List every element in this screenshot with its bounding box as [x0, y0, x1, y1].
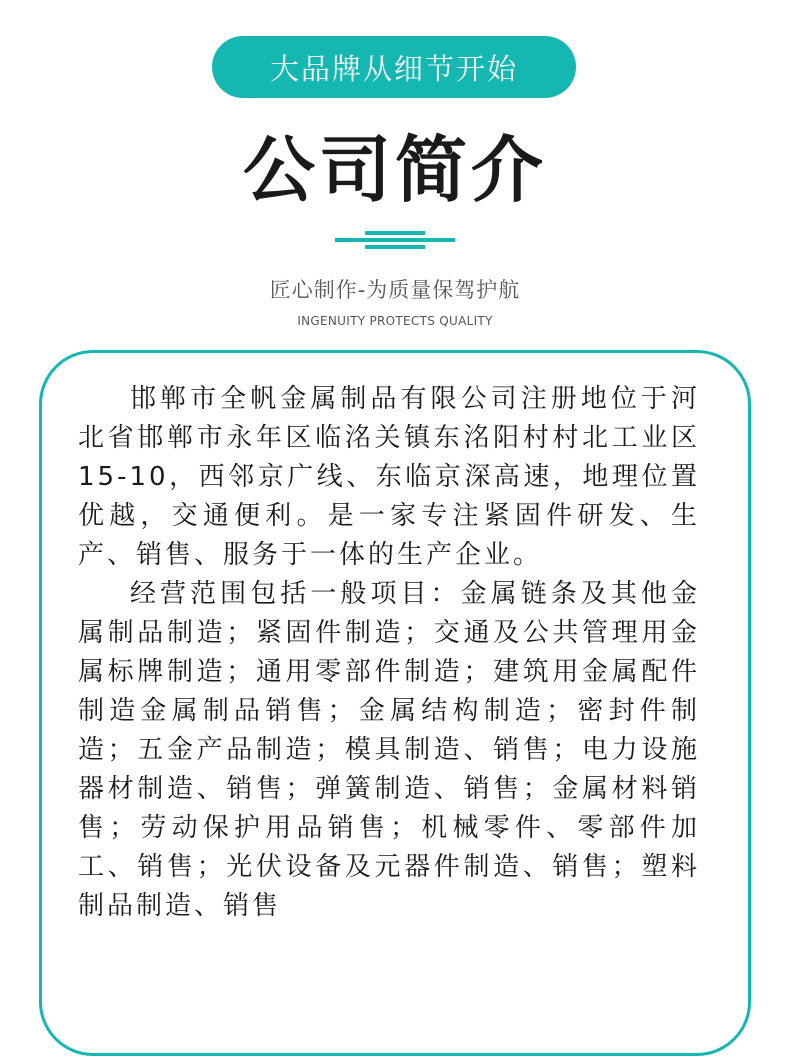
slogan-text: 大品牌从细节开始: [269, 51, 518, 86]
intro-paragraph-2: 经营范围包括一般项目：金属链条及其他金属制品制造；紧固件制造；交通及公共管理用金属标牌制造；通用零部件制造；建筑用金属配件制造金属制品销售；金属结构制造；密封件制造；五金产品制造；模具制造、销售；电力设施器材制造、销售；弹簧制造、销售；金属材料销售；劳动保护用品销售；机械零件、零部件加工、销售；光伏设备及元器件制造、销售；塑料制品制造、销售: [78, 579, 700, 921]
company-intro-text: [78, 380, 700, 926]
intro-paragraph-1: 邯郸市全帆金属制品有限公司注册地位于河北省邯郸市永年区临洺关镇东洺阳村村北工业区15-10，西邻京广线、东临京深高速，地理位置优越，交通便利。是一家专注紧固件研发、生产、销售、服务于一体的生产企业。: [78, 384, 700, 570]
page-title: 公司简介: [242, 128, 547, 212]
subtitle: 匠心制作-为质量保驾护航: [269, 278, 521, 302]
subtitle-english: INGENUITY PROTECTS QUALITY: [297, 314, 493, 328]
slogan-badge: [212, 36, 576, 98]
title-divider-decoration: [335, 228, 455, 254]
